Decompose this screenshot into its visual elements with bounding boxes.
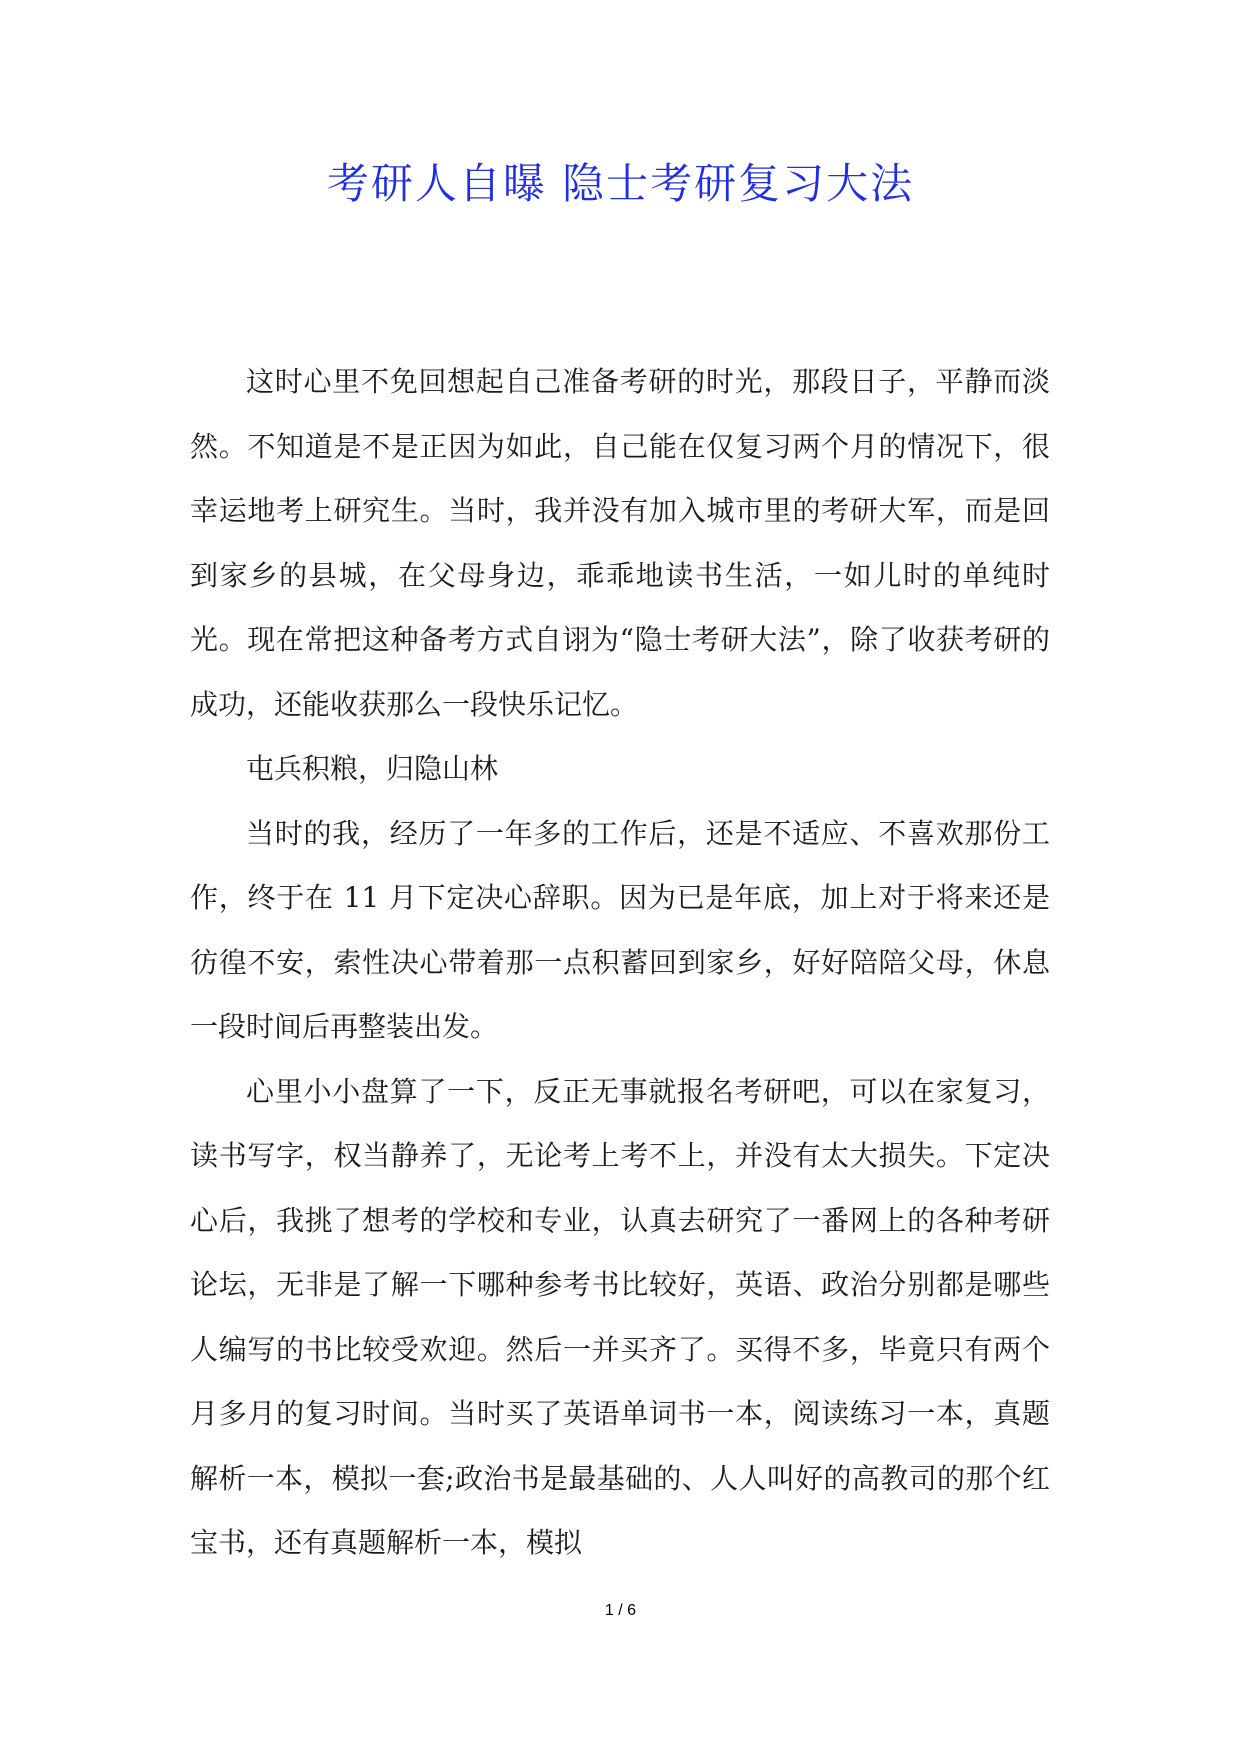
- document-body: [190, 350, 1050, 1576]
- paragraph: 心里小小盘算了一下，反正无事就报名考研吧，可以在家复习，读书写字，权当静养了，无论考上考不上，并没有太大损失。下定决心后，我挑了想考的学校和专业，认真去研究了一番网上的各种考研论坛，无非是了解一下哪种参考书比较好，英语、政治分别都是哪些人编写的书比较受欢迎。然后一并买齐了。买得不多，毕竟只有两个月多月的复习时间。当时买了英语单词书一本，阅读练习一本，真题解析一本，模拟一套;政治书是最基础的、人人叫好的高教司的那个红宝书，还有真题解析一本，模拟: [190, 1074, 1050, 1559]
- page-number: 1 / 6: [604, 1602, 637, 1619]
- section-heading: 屯兵积粮，归隐山林: [246, 752, 499, 785]
- paragraph: 这时心里不免回想起自己准备考研的时光，那段日子，平静而淡然。不知道是不是正因为如此，自己能在仅复习两个月的情况下，很幸运地考上研究生。当时，我并没有加入城市里的考研大军，而是回到家乡的县城，在父母身边，乖乖地读书生活，一如儿时的单纯时光。现在常把这种备考方式自诩为“隐士考研大法”，除了收获考研的成功，还能收获那么一段快乐记忆。: [190, 365, 1050, 721]
- paragraph: 当时的我，经历了一年多的工作后，还是不适应、不喜欢那份工作，终于在 11 月下定决心辞职。因为已是年底，加上对于将来还是彷徨不安，索性决心带着那一点积蓄回到家乡，好好陪陪父母，休息一段时间后再整装出发。: [190, 816, 1050, 1043]
- document-title: 考研人自曝 隐士考研复习大法: [326, 159, 915, 208]
